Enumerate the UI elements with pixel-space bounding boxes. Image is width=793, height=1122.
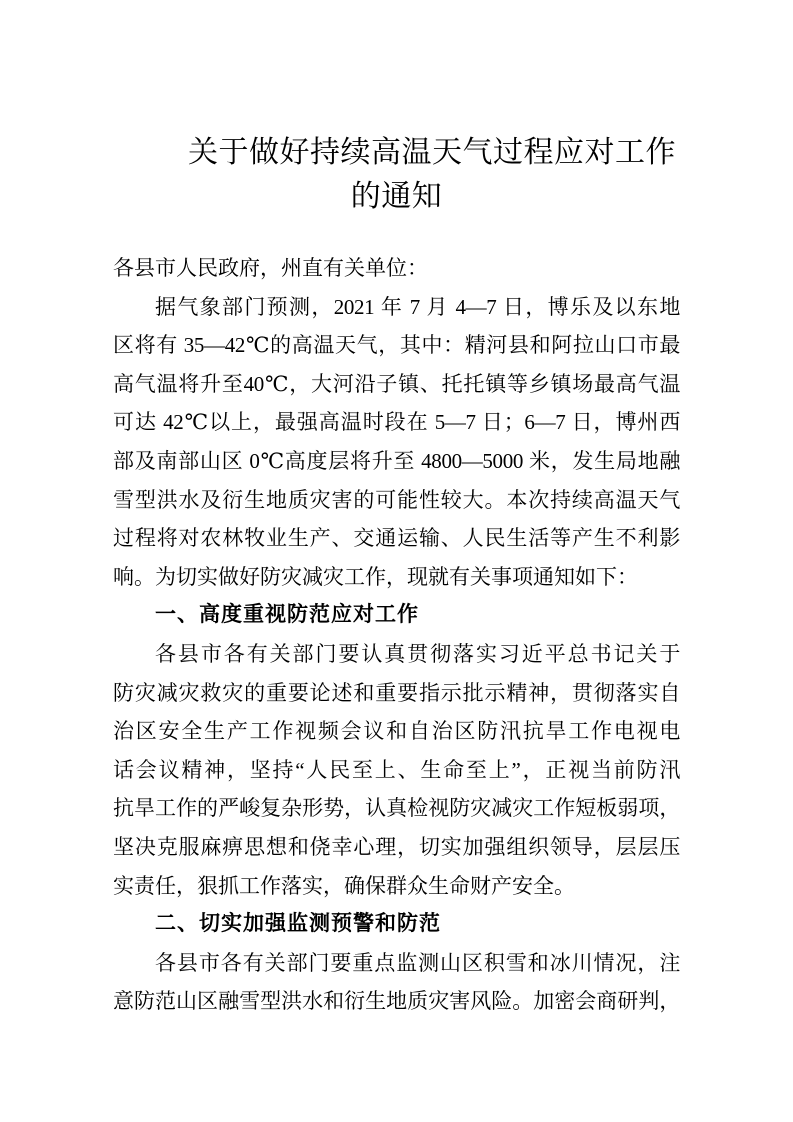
section-heading-2: 二、切实加强监测预警和防范 bbox=[155, 912, 441, 936]
body-line: 部及南部山区 0℃高度层将升至 4800—5000 米，发生局地融 bbox=[113, 448, 680, 473]
text-column bbox=[113, 0, 680, 1122]
body-line: 据气象部门预测，2021 年 7 月 4—7 日，博乐及以东地 bbox=[155, 294, 680, 319]
body-line: 实责任，狠抓工作落实，确保群众生命财产安全。 bbox=[113, 873, 575, 898]
body-line: 各县市各有关部门要认真贯彻落实习近平总书记关于 bbox=[155, 641, 680, 666]
body-line: 可达 42℃以上，最强高温时段在 5—7 日；6—7 日，博州西 bbox=[113, 410, 680, 435]
body-line: 意防范山区融雪型洪水和衍生地质灾害风险。加密会商研判， bbox=[113, 989, 680, 1014]
body-line: 防灾减灾救灾的重要论述和重要指示批示精神，贯彻落实自 bbox=[113, 680, 680, 705]
body-line: 各县市各有关部门要重点监测山区积雪和冰川情况，注 bbox=[155, 950, 680, 975]
body-line: 抗旱工作的严峻复杂形势，认真检视防灾减灾工作短板弱项， bbox=[113, 796, 680, 821]
document-body bbox=[113, 249, 680, 1021]
body-line: 治区安全生产工作视频会议和自治区防汛抗旱工作电视电 bbox=[113, 719, 680, 744]
body-line: 高气温将升至40℃，大河沿子镇、托托镇等乡镇场最高气温 bbox=[113, 371, 680, 396]
document-title-line-2: 的通知 bbox=[350, 180, 443, 213]
body-line: 过程将对农林牧业生产、交通运输、人民生活等产生不利影 bbox=[113, 526, 680, 551]
section-heading-1: 一、高度重视防范应对工作 bbox=[155, 603, 419, 627]
body-line: 区将有 35—42℃的高温天气，其中：精河县和阿拉山口市最 bbox=[113, 333, 680, 358]
body-line: 响。为切实做好防灾减灾工作，现就有关事项通知如下： bbox=[113, 564, 638, 589]
addressee-line: 各县市人民政府，州直有关单位： bbox=[113, 256, 428, 280]
body-line: 雪型洪水及衍生地质灾害的可能性较大。本次持续高温天气 bbox=[113, 487, 680, 512]
body-line: 坚决克服麻痹思想和侥幸心理，切实加强组织领导，层层压 bbox=[113, 834, 680, 859]
body-line: 话会议精神，坚持“人民至上、生命至上”，正视当前防汛 bbox=[113, 757, 680, 782]
document-title-line-1: 关于做好持续高温天气过程应对工作 bbox=[188, 136, 676, 169]
document-title bbox=[113, 131, 680, 219]
